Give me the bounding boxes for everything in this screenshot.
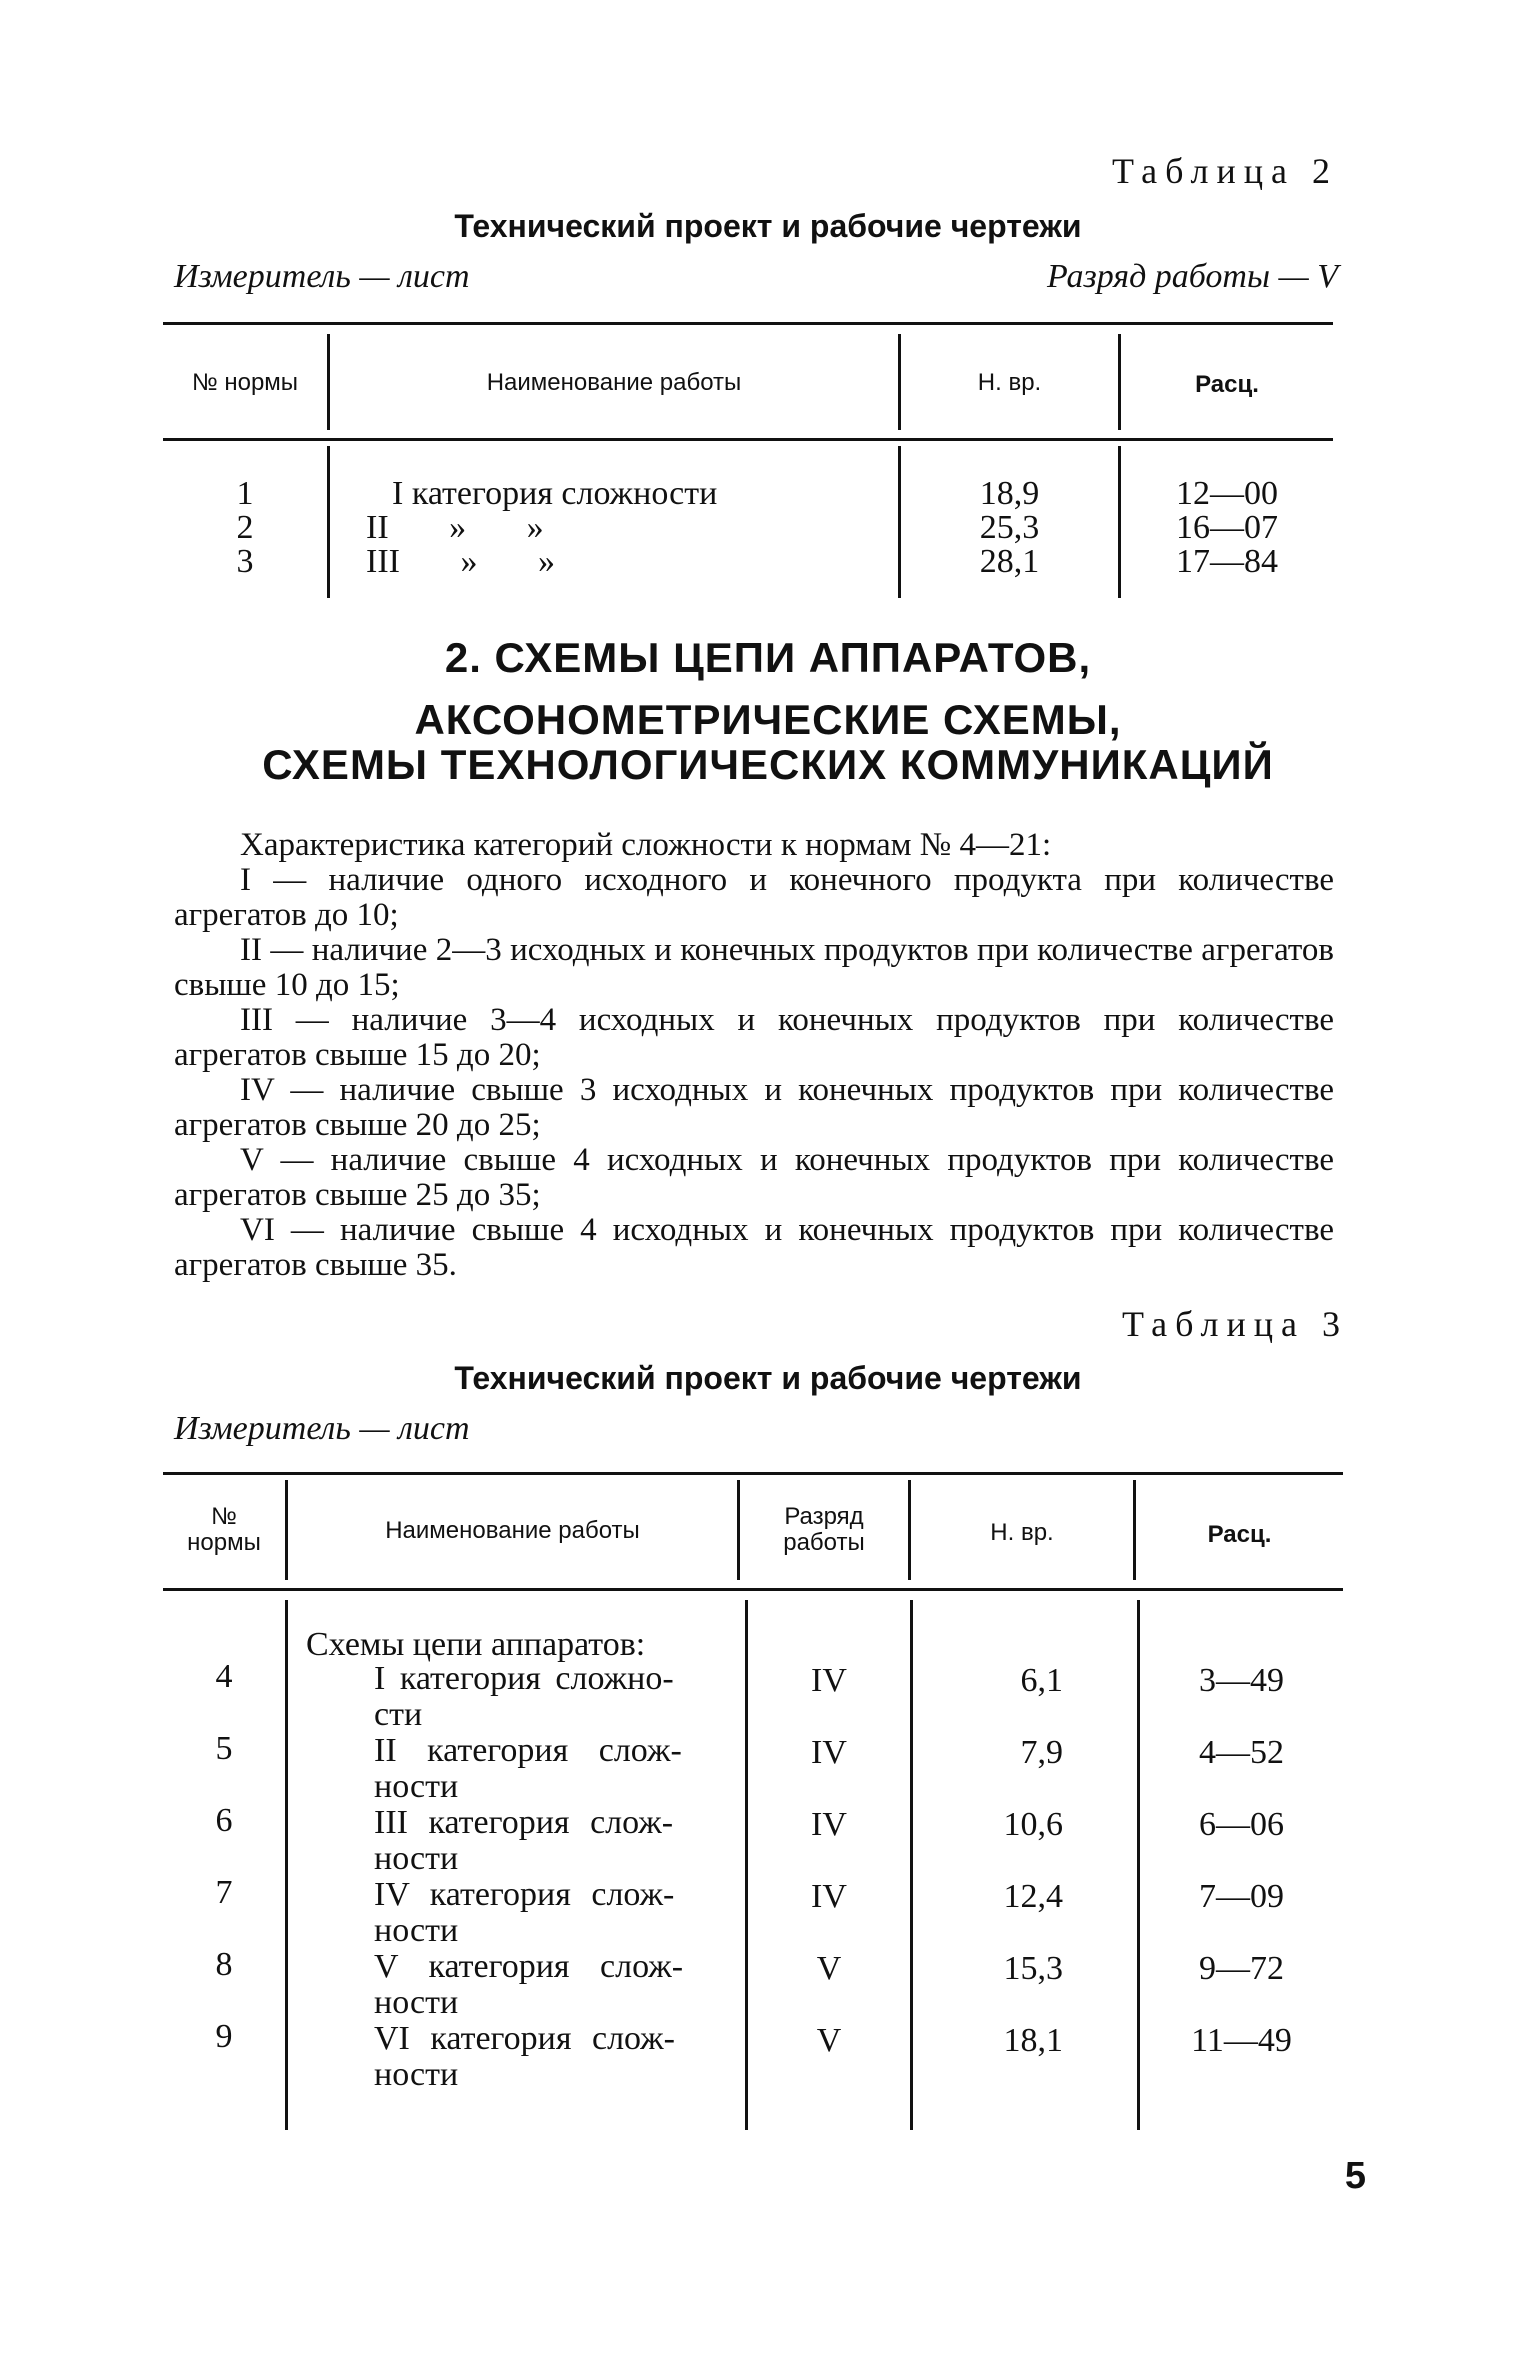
table3-cell-name: VI категория слож- <box>374 2020 675 2057</box>
table3-header-grade-line2: работы <box>783 1529 865 1556</box>
table3-cell-name: V категория слож- <box>374 1948 684 1985</box>
table3-header-name: Наименование работы <box>385 1517 640 1544</box>
characteristics-item: I — наличие одного исходного и конечного продукта при количестве агрегатов до 10; <box>174 862 1334 933</box>
table3-cell-time: 18,1 <box>1003 2022 1063 2059</box>
table2-cell-num: 3 <box>236 543 254 580</box>
table3-label: Таблица 3 <box>1122 1304 1348 1344</box>
table3-cell-grade: IV <box>811 1734 847 1771</box>
table3-title: Технический проект и рабочие чертежи <box>454 1360 1082 1396</box>
table2-measure: Измеритель — лист <box>174 258 470 295</box>
table3-cell-num: 6 <box>215 1802 233 1839</box>
table3-cell-rate: 6—06 <box>1199 1806 1284 1843</box>
table3-header-num-line1: № <box>211 1503 237 1530</box>
characteristics-item: V — наличие свыше 4 исходных и конечных продуктов при количестве агрегатов свыше 25 до 35; <box>174 1142 1334 1213</box>
section-heading-line2: АКСОНОМЕТРИЧЕСКИЕ СХЕМЫ, <box>414 696 1122 743</box>
table2-label: Таблица 2 <box>1112 151 1338 191</box>
table2-grade: Разряд работы — V <box>1046 258 1338 295</box>
table3-cell-name-cont: ности <box>374 1984 459 2021</box>
table2-header-name: Наименование работы <box>486 369 742 396</box>
table2-cell-rate: 17—84 <box>1176 543 1278 580</box>
characteristics-item: III — наличие 3—4 исходных и конечных продуктов при количестве агрегатов свыше 15 до 20; <box>174 1002 1334 1073</box>
characteristics-text <box>174 828 1334 1283</box>
table2-cell-name: I категория сложности <box>392 475 718 512</box>
table2-cell-num: 2 <box>236 509 254 546</box>
table2-col-divider <box>327 446 330 598</box>
section-heading-line1: 2. СХЕМЫ ЦЕПИ АППАРАТОВ, <box>444 634 1092 681</box>
table3-cell-rate: 3—49 <box>1199 1662 1284 1699</box>
table3-cell-name: I категория сложно- <box>374 1660 674 1697</box>
table3-cell-time: 10,6 <box>1003 1806 1063 1843</box>
table3-cell-num: 9 <box>215 2018 233 2055</box>
table3-cell-time: 12,4 <box>1003 1878 1063 1915</box>
table3-header-time: Н. вр. <box>990 1519 1054 1546</box>
table2-header-rule <box>163 438 1333 441</box>
table2-header-num: № нормы <box>191 369 299 396</box>
table3-cell-name: II категория слож- <box>374 1732 682 1769</box>
characteristics-item: VI — наличие свыше 4 исходных и конечных продуктов при количестве агрегатов свыше 35. <box>174 1212 1334 1283</box>
table2-cell-name: III » » <box>366 543 555 580</box>
table3-cell-time: 15,3 <box>1003 1950 1063 1987</box>
table3-cell-name-cont: ности <box>374 1768 459 1805</box>
table2-cell-time: 28,1 <box>979 543 1040 580</box>
table3-cell-name-cont: сти <box>374 1696 423 1733</box>
table3-header-num <box>163 1504 285 1556</box>
table3-cell-grade: IV <box>811 1806 847 1843</box>
table3-cell-rate: 11—49 <box>1191 2022 1292 2059</box>
table3-measure: Измеритель — лист <box>174 1410 470 1447</box>
table3-cell-num: 4 <box>215 1658 233 1695</box>
characteristics-item: IV — наличие свыше 3 исходных и конечных продуктов при количестве агрегатов свыше 20 до 25; <box>174 1072 1334 1143</box>
table3-cell-grade: IV <box>811 1878 847 1915</box>
table2-cell-rate: 12—00 <box>1176 475 1278 512</box>
table3-cell-name: IV категория слож- <box>374 1876 675 1913</box>
table3-cell-rate: 7—09 <box>1199 1878 1284 1915</box>
table3-cell-name-cont: ности <box>374 2056 459 2093</box>
table3-top-rule <box>163 1472 1343 1475</box>
table3-cell-name-cont: ности <box>374 1912 459 1949</box>
table3-cell-grade: V <box>816 1950 842 1987</box>
table3-col-divider <box>285 1600 288 2130</box>
table3-header-rate: Расц. <box>1207 1521 1272 1548</box>
table3-cell-grade: IV <box>811 1662 847 1699</box>
table3-header-grade <box>740 1504 908 1556</box>
table3-cell-name-cont: ности <box>374 1840 459 1877</box>
characteristics-intro: Характеристика категорий сложности к нормам № 4—21: <box>240 827 1052 863</box>
table3-group-title: Схемы цепи аппаратов: <box>306 1626 646 1663</box>
table3-cell-num: 5 <box>215 1730 233 1767</box>
table2-cell-name: II » » <box>366 509 544 546</box>
table3-header-num-line2: нормы <box>187 1529 261 1556</box>
table2-title: Технический проект и рабочие чертежи <box>454 208 1082 244</box>
table3-header-grade-line1: Разряд <box>784 1503 864 1530</box>
table3-cell-num: 8 <box>215 1946 233 1983</box>
table2-cell-time: 18,9 <box>979 475 1040 512</box>
characteristics-item: II — наличие 2—3 исходных и конечных продуктов при количестве агрегатов свыше 10 до 15; <box>174 932 1334 1003</box>
table3-cell-rate: 9—72 <box>1199 1950 1284 1987</box>
table2-cell-time: 25,3 <box>979 509 1040 546</box>
table2-top-rule <box>163 322 1333 325</box>
table2-header-rate: Расц. <box>1195 371 1259 398</box>
table3-cell-grade: V <box>816 2022 842 2059</box>
table3-header-rule <box>163 1588 1343 1591</box>
page-number: 5 <box>1344 2155 1366 2197</box>
table3-cell-name: III категория слож- <box>374 1804 674 1841</box>
table2-header-time: Н. вр. <box>977 369 1042 396</box>
table2-cell-num: 1 <box>236 475 254 512</box>
table3-cell-time: 6,1 <box>1020 1662 1063 1699</box>
table3-cell-rate: 4—52 <box>1199 1734 1284 1771</box>
table3-cell-num: 7 <box>215 1874 233 1911</box>
section-heading-line3: СХЕМЫ ТЕХНОЛОГИЧЕСКИХ КОММУНИКАЦИЙ <box>262 741 1274 788</box>
table2-cell-rate: 16—07 <box>1176 509 1278 546</box>
table3-cell-time: 7,9 <box>1020 1734 1063 1771</box>
